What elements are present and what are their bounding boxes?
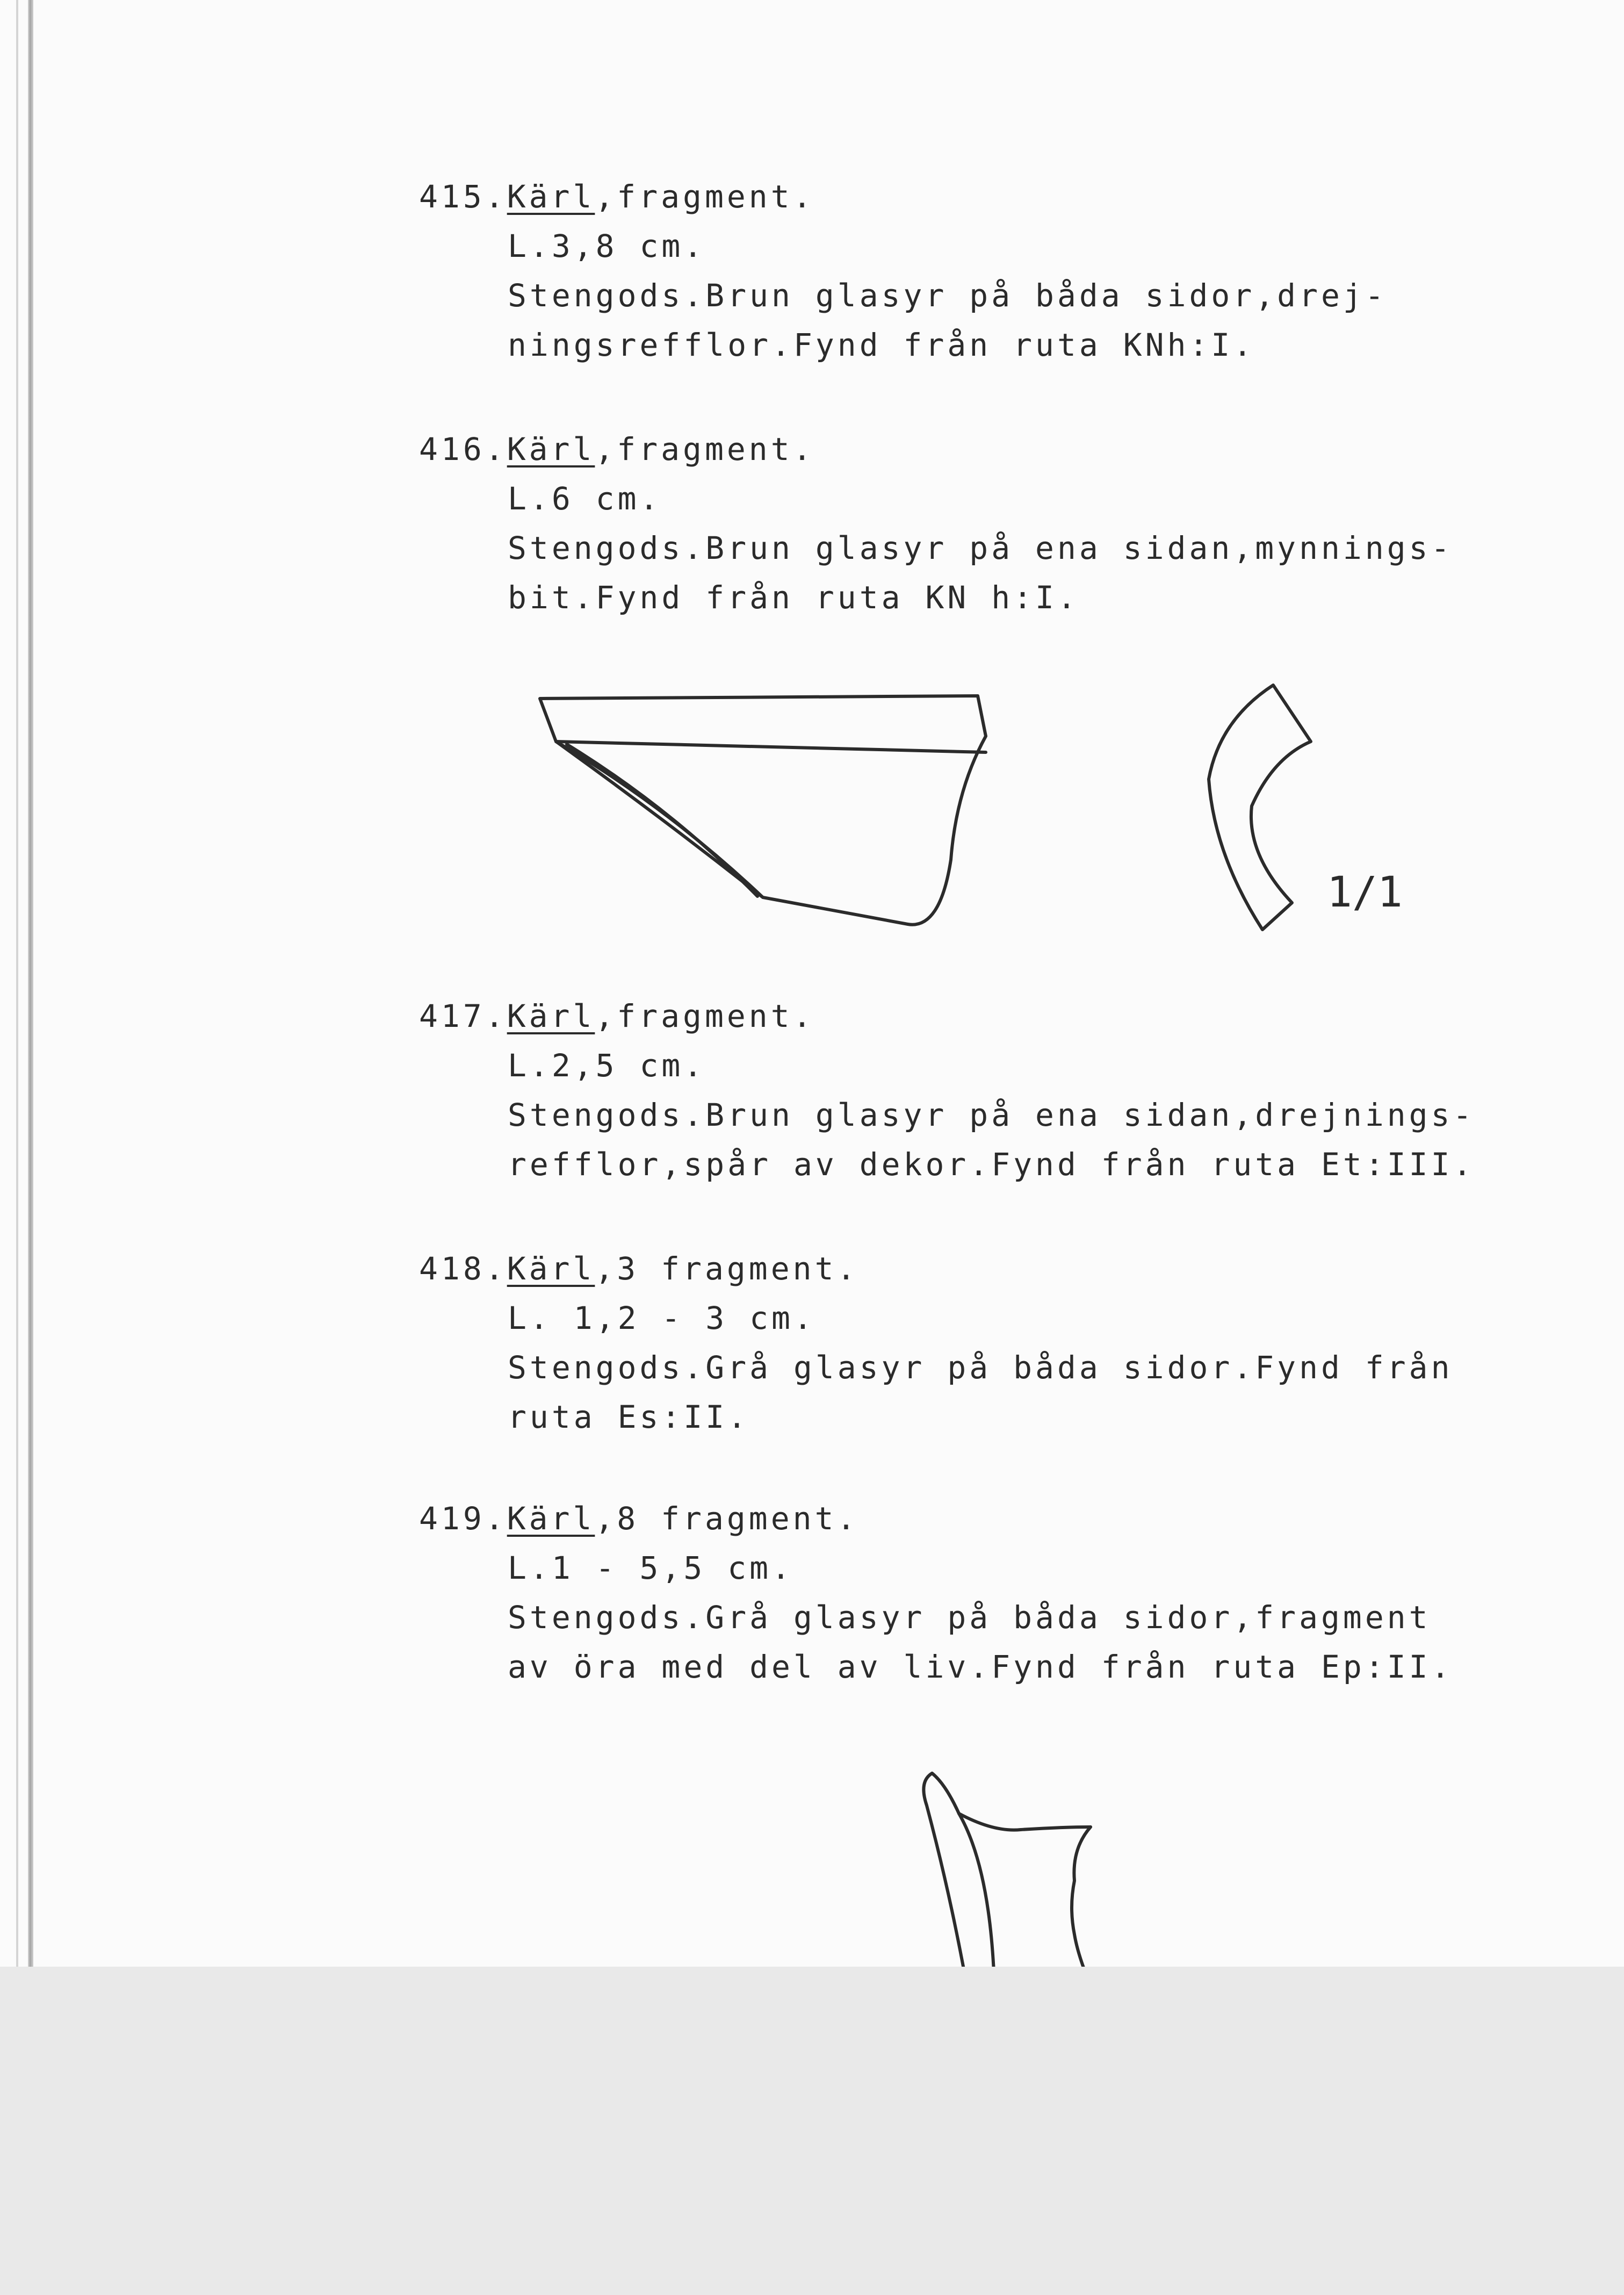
entry-description-line: Stengods.Brun glasyr på ena sidan,mynnings-	[508, 530, 1453, 566]
catalog-entry-416	[419, 425, 1453, 622]
entry-length: L.2,5 cm.	[508, 1047, 706, 1084]
entry-heading	[419, 1494, 1413, 1543]
catalog-entry-418	[419, 1244, 1453, 1442]
entry-description-line: Stengods.Brun glasyr på ena sidan,drejnings-	[508, 1097, 1475, 1133]
object-name: Kärl	[507, 998, 595, 1034]
entry-title-rest: ,8 fragment.	[595, 1500, 859, 1537]
entry-heading	[419, 1244, 1413, 1293]
binding-shadow	[28, 0, 33, 1967]
entry-description-line: refflor,spår av dekor.Fynd från ruta Et:III.	[508, 1146, 1475, 1183]
entry-number: 419.	[419, 1500, 507, 1537]
entry-length: L. 1,2 - 3 cm.	[508, 1300, 815, 1336]
catalog-entry-419	[419, 1494, 1453, 1692]
entry-heading	[419, 425, 1413, 474]
entry-description-line: ruta Es:II.	[508, 1399, 750, 1435]
entry-number: 418.	[419, 1250, 507, 1287]
entry-description-line: ningsrefflor.Fynd från ruta KNh:I.	[508, 327, 1255, 363]
rim-fragment-drawing	[532, 682, 1005, 935]
rim-profile-drawing	[1198, 677, 1327, 940]
object-name: Kärl	[507, 1500, 595, 1537]
entry-description-line: Stengods.Grå glasyr på båda sidor.Fynd från	[508, 1349, 1453, 1386]
entry-heading	[419, 991, 1413, 1041]
entry-title-rest: ,3 fragment.	[595, 1250, 859, 1287]
entry-heading	[419, 172, 1413, 221]
entry-description-line: bit.Fynd från ruta KN h:I.	[508, 579, 1079, 616]
entry-description-line: av öra med del av liv.Fynd från ruta Ep:II.	[508, 1649, 1453, 1685]
entry-title-rest: ,fragment.	[595, 178, 815, 215]
entry-number: 415.	[419, 178, 507, 215]
handle-fragment-drawing	[913, 1762, 1107, 1967]
rim-profile-sketch	[1198, 677, 1327, 940]
entry-number: 417.	[419, 998, 507, 1034]
entry-description-line: Stengods.Brun glasyr på båda sidor,drej-	[508, 277, 1387, 314]
entry-description-line: Stengods.Grå glasyr på båda sidor,fragment	[508, 1599, 1431, 1636]
page-edge-line	[16, 0, 18, 1967]
catalog-entry-417	[419, 991, 1475, 1189]
handle-fragment-sketch	[913, 1762, 1107, 1967]
entry-length: L.1 - 5,5 cm.	[508, 1550, 793, 1586]
object-name: Kärl	[507, 1250, 595, 1287]
entry-number: 416.	[419, 431, 507, 467]
entry-title-rest: ,fragment.	[595, 998, 815, 1034]
rim-fragment-sketch	[532, 682, 1005, 935]
object-name: Kärl	[507, 178, 595, 215]
entry-length: L.6 cm.	[508, 480, 662, 517]
scale-label: 1/1	[1327, 868, 1403, 917]
catalog-entry-415	[419, 172, 1413, 370]
object-name: Kärl	[507, 431, 595, 467]
entry-length: L.3,8 cm.	[508, 228, 706, 264]
entry-title-rest: ,fragment.	[595, 431, 815, 467]
